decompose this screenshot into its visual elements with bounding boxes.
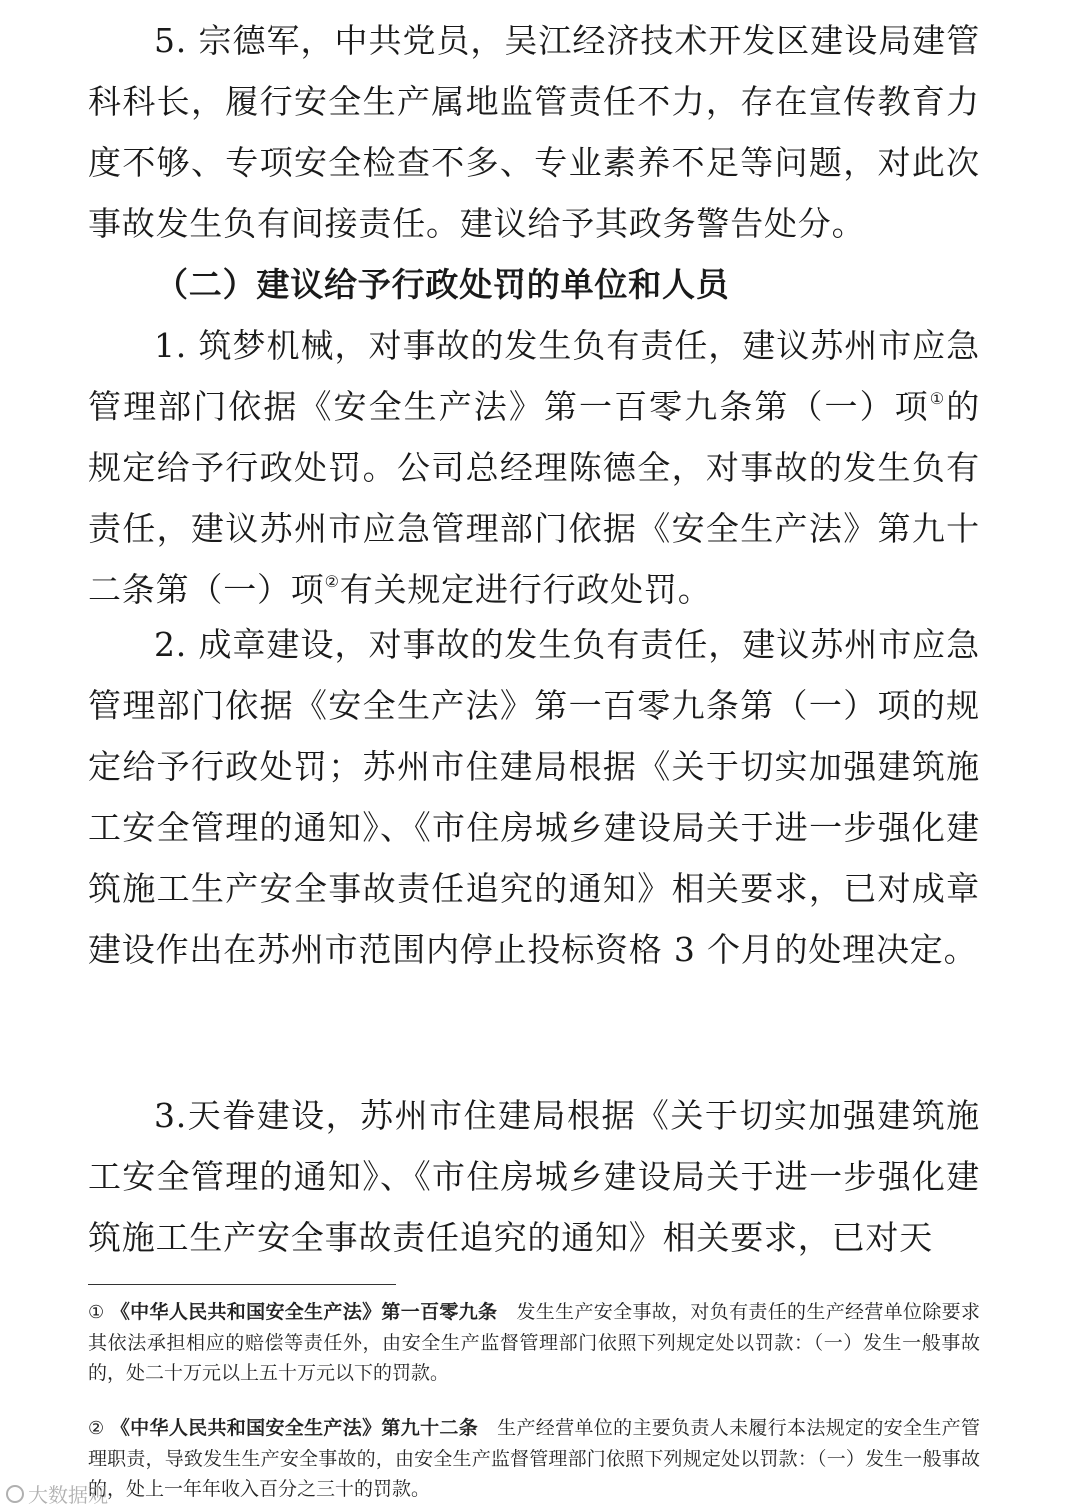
paragraph-item-3: 3.天眷建设，苏州市住建局根据《关于切实加强建筑施工安全管理的通知》、《市住房城乡建设局关于进一步强化建筑施工生产安全事故责任追究的通知》相关要求，已对天 <box>88 1096 980 1257</box>
watermark-text: 大数据观 <box>28 1483 108 1507</box>
paragraph-item-1: 1. 筑梦机械，对事故的发生负有责任，建议苏州市应急管理部门依据《安全生产法》第一百零九条第（一）项①的规定给予行政处罚。公司总经理陈德全，对事故的发生负有责任，建议苏州市应急管理部门依据《安全生产法》第九十二条第（一）项②有关规定进行行政处罚。 <box>88 326 980 609</box>
watermark <box>6 1479 108 1508</box>
footnote-title: 《中华人民共和国安全生产法》第九十二条 <box>110 1417 479 1439</box>
paragraph-item-5: 5. 宗德军，中共党员，吴江经济技术开发区建设局建管科科长，履行安全生产属地监管责任不力，存在宣传教育力度不够、专项安全检查不多、专业素养不足等问题，对此次事故发生负有间接责任。建议给予其政务警告处分。 <box>88 21 980 243</box>
footnote-ref-2[interactable]: ② <box>324 572 340 591</box>
footnote-mark: ② <box>88 1418 105 1439</box>
footnote-text: 发生生产安全事故，对负有责任的生产经营单位除要求其依法承担相应的赔偿等责任外，由安全生产监督管理部门依照下列规定处以罚款：（一）发生一般事故的，处二十万元以上五十万元以下的罚款。 <box>88 1301 980 1384</box>
footnote-title: 《中华人民共和国安全生产法》第一百零九条 <box>110 1301 498 1323</box>
footnote-text: 生产经营单位的主要负责人未履行本法规定的安全生产管理职责，导致发生生产安全事故的，由安全生产监督管理部门依照下列规定处以罚款：（一）发生一般事故的，处上一年年收入百分之三十的罚款。 <box>88 1417 980 1500</box>
footnote-ref-1[interactable]: ① <box>929 389 947 408</box>
paragraph-item-2: 2. 成章建设，对事故的发生负有责任，建议苏州市应急管理部门依据《安全生产法》第一百零九条第（一）项的规定给予行政处罚；苏州市住建局根据《关于切实加强建筑施工安全管理的通知》、《市住房城乡建设局关于进一步强化建筑施工生产安全事故责任追究的通知》相关要求，已对成章建设作出在苏州市范围内停止投标资格 3 个月的处理决定。 <box>88 625 980 969</box>
footnote-mark: ① <box>88 1302 105 1323</box>
footnote-divider <box>88 1284 396 1285</box>
section-heading: （二）建议给予行政处罚的单位和人员 <box>155 265 730 304</box>
footnote-2 <box>88 1413 980 1504</box>
watermark-logo-icon <box>6 1485 24 1503</box>
footnote-1 <box>88 1297 980 1388</box>
